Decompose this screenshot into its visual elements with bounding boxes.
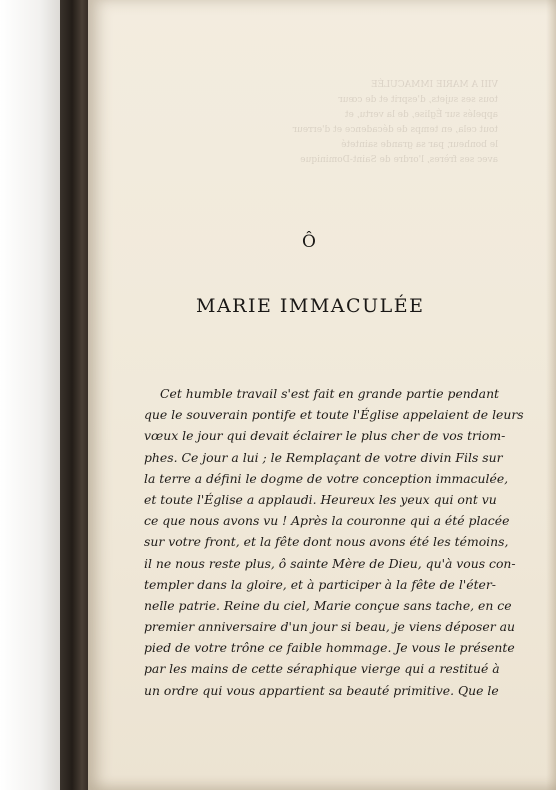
page-edge-shadow [546,0,556,790]
body-line: il ne nous reste plus, ô sainte Mère de Dieu, qu'à vous con- [144,555,516,571]
body-line: templer dans la gloire, et à participer à la fête de l'éter- [144,576,496,592]
body-line: que le souverain pontife et toute l'Église appelaient de leurs [144,407,524,423]
body-line: premier anniversaire d'un jour si beau, je viens déposer au [144,619,515,635]
body-line: ce que nous avons vu ! Après la couronne qui a été placée [144,513,510,529]
body-line: pied de votre trône ce faible hommage. Je vous le présente [144,640,515,656]
body-line: phes. Ce jour a lui ; le Remplaçant de votre divin Fils sur [144,449,503,465]
body-line: Cet humble travail s'est fait en grande partie pendant [160,386,500,401]
body-line: nelle patrie. Reine du ciel, Marie conçue sans tache, en ce [144,597,512,613]
body-line: et toute l'Église a applaudi. Heureux les yeux qui ont vu [144,491,497,507]
body-line: la terre a défini le dogme de votre conception immaculée, [144,470,509,486]
show-through-text: VIII A MARIE IMMACULÉE tous ses sujets, d'esprit et de cœur appelés sur Église, de la vertu, et tout cela, en temps de décadence et d'erreur le bonheur, par sa grande sainteté avec ses frères, l'ordre de Saint-Dominique [292,80,498,165]
body-line: un ordre qui vous appartient sa beauté primitive. Que le [144,682,499,698]
dedication-title: MARIE IMMACULÉE [196,295,425,317]
body-line: sur votre front, et la fête dont nous avons été les témoins, [144,534,509,550]
body-line: vœux le jour qui devait éclairer le plus cher de vos triom- [144,428,506,444]
body-line: par les mains de cette séraphique vierge qui a restitué à [144,661,500,677]
dedication-body [144,383,524,701]
vocative-mark: Ô [302,232,316,252]
